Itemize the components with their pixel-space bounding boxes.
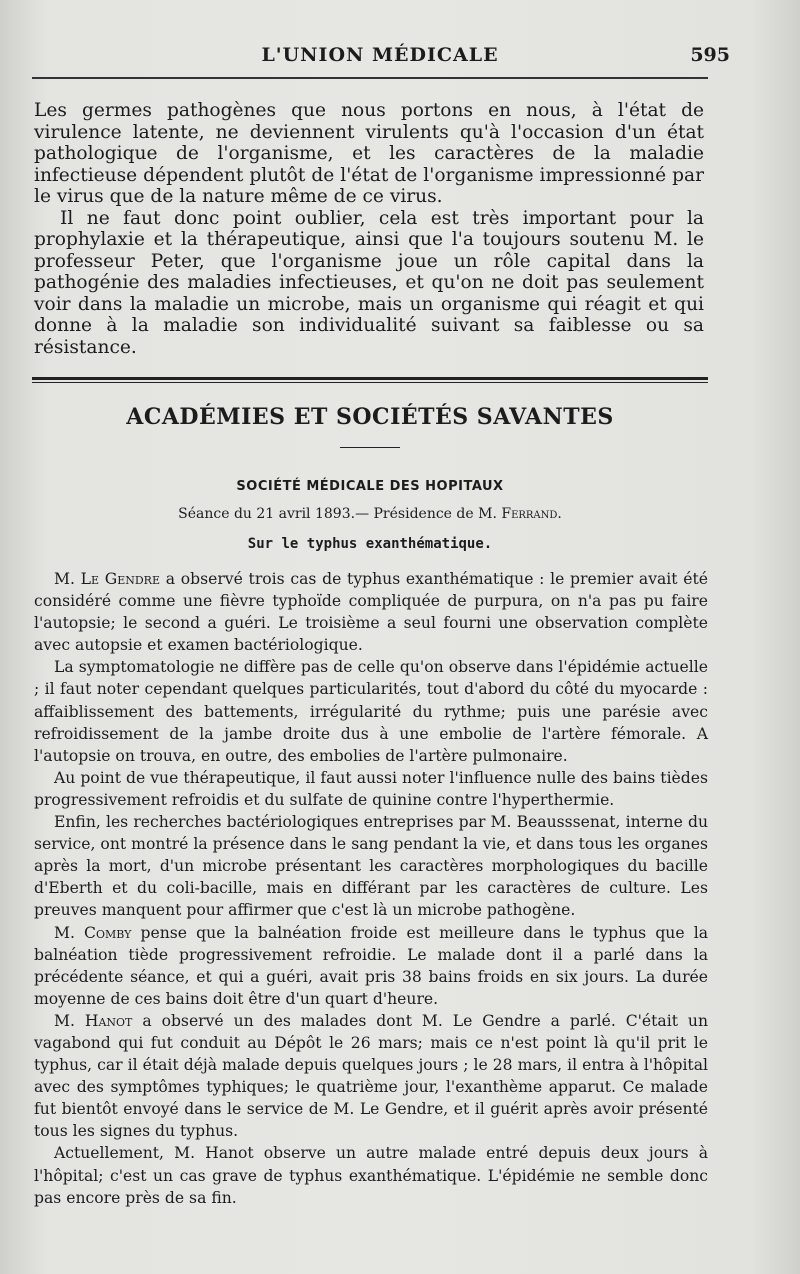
president-name: Ferrand [501,506,558,522]
speaker-name: M. Comby [54,923,132,942]
intro-paragraph: Il ne faut donc point oublier, cela est très important pour la prophylaxie et la thérapeutique, ainsi que l'a toujours soutenu M. le professeur Peter, que l'organisme joue un rôle capital dans la pathogénie des maladies infectieuses, et qu'on ne doit pas seulement voir dans la maladie un microbe, mais un organisme qui réagit et qui donne à la maladie son individualité suivant sa faiblesse ou sa résistance. [34,207,704,358]
body-paragraph: Enfin, les recherches bactériologiques entreprises par M. Beausssenat, interne du service, ont montré la présence dans le sang pendant la vie, et dans tous les organes après la mort, d'un microbe présentant les caractères morphologiques du bacille d'Eberth et du coli-bacille, mais en différant par les caractères de culture. Les preuves manquent pour affirmer que c'est là un microbe pathogène. [34,813,708,920]
speaker-name: M. Le Gendre [54,570,160,588]
paragraph-text: pense que la balnéation froide est meilleure dans le typhus que la balnéation tiède progressivement refroidie. Le malade dont il a parlé dans la précédente séance, et qui a guéri, avait pris 38 bains froids en six jours. La durée moyenne de ces bains doit être d'un quart d'heure. [34,923,708,1008]
body-paragraph: Au point de vue thérapeutique, il faut aussi noter l'influence nulle des bains tièdes progressivement refroidis et du sulfate de quinine contre l'hyperthermie. [34,768,708,809]
section-divider [32,377,708,383]
intro-paragraph: Les germes pathogènes que nous portons en nous, à l'état de virulence latente, ne deviennent virulents qu'à l'occasion d'un état pathologique de l'organisme, et les caractères de la maladie infectieuse dépendent plutôt de l'état de l'organisme impressionné par le virus que de la nature même de ce virus. [34,100,704,207]
title-underline [340,447,400,448]
body-paragraph [34,922,708,1010]
society-name: SOCIÉTÉ MÉDICALE DES HOPITAUX [236,479,504,494]
paragraph-text: a observé trois cas de typhus exanthématique : le premier avait été considéré comme une fièvre typhoïde compliquée de purpura, on n'a pas pu faire l'autopsie; le second a guéri. Le troisième a seul fourni une observation complète avec autopsie et examen bactériologique. [34,570,708,655]
journal-title: L'UNION MÉDICALE [261,44,499,66]
page-number: 595 [690,44,730,66]
paragraph-text: a observé un des malades dont M. Le Gendre a parlé. C'était un vagabond qui fut conduit au Dépôt le 26 mars; mais ce n'est point là qu'il prit le typhus, car il était déjà malade depuis quelques jours ; le 28 mars, il entra à l'hôpital avec des symptômes typhiques; le quatrième jour, l'exanthème apparut. Ce malade fut bientôt envoyé dans le service de M. Le Gendre, et il guérit après avoir présenté tous les signes du typhus. [34,1011,708,1141]
speaker-name: M. Hanot [54,1011,133,1030]
body-paragraph: Actuellement, M. Hanot observe un autre malade entré depuis deux jours à l'hôpital; c'est un cas grave de typhus exanthématique. L'épidémie ne semble donc pas encore près de sa fin. [34,1144,708,1207]
running-head [30,44,730,74]
session-line [0,506,740,522]
header-rule [32,77,708,79]
body-paragraph: La symptomatologie ne diffère pas de celle qu'on observe dans l'épidémie actuelle ; il faut noter cependant quelques particularités, tout d'abord du côté du myocarde : affaiblissement des battements, irrégularité du rythme; puis une parésie avec refroidissement de la jambe droite dus à une embolie de l'artère fémorale. A l'autopsie on trouva, en outre, des embolies de l'artère pulmonaire. [34,658,708,765]
article-body [34,568,708,1209]
session-date: Séance du 21 avril 1893.— Présidence de M. [178,506,502,522]
body-paragraph [34,568,708,656]
intro-text [34,100,704,358]
body-paragraph [34,1010,708,1143]
session-suffix: . [557,506,562,522]
section-title: ACADÉMIES ET SOCIÉTÉS SAVANTES [126,404,614,430]
article-subject: Sur le typhus exanthématique. [247,536,493,552]
